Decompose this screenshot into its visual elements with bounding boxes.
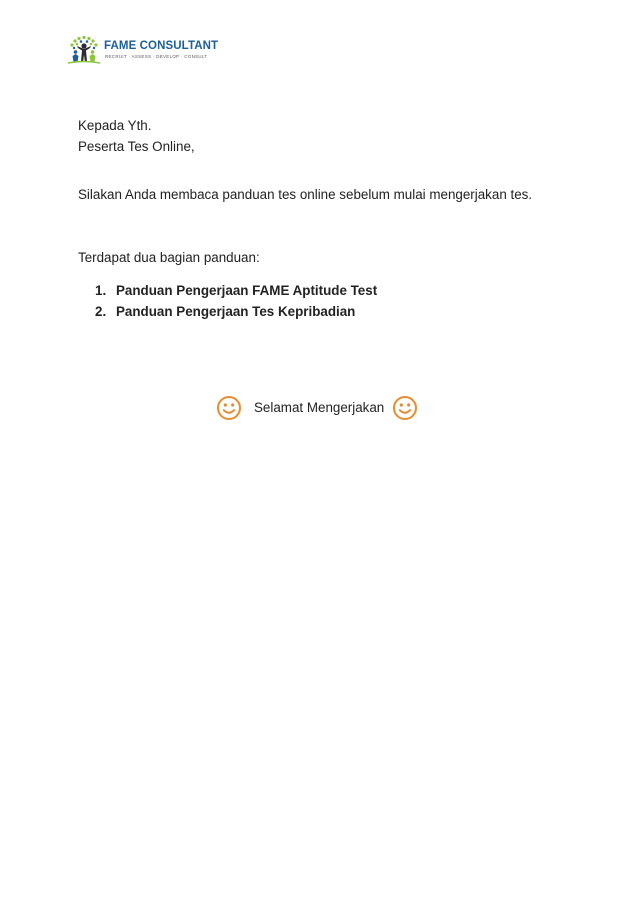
list-item-label: Panduan Pengerjaan FAME Aptitude Test — [116, 283, 378, 298]
guide-list-intro: Terdapat dua bagian panduan: — [78, 250, 260, 265]
smiley-icon — [392, 395, 418, 421]
list-item-number: 1. — [95, 283, 107, 298]
list-item-label: Panduan Pengerjaan Tes Kepribadian — [116, 304, 356, 319]
company-logo — [66, 35, 219, 67]
greeting-line-1: Kepada Yth. — [78, 118, 152, 133]
people-tree-logo-icon — [66, 35, 102, 65]
greeting-line-2: Peserta Tes Online, — [78, 139, 195, 154]
logo-tagline: RECRUIT · ASSESS · DEVELOP · CONSULT — [105, 54, 208, 59]
closing-text: Selamat Mengerjakan — [254, 400, 385, 415]
closing-line — [216, 393, 426, 423]
list-item-number: 2. — [95, 304, 107, 319]
smiley-icon — [216, 395, 242, 421]
logo-company-name: FAME CONSULTANT — [104, 40, 219, 52]
instruction-paragraph: Silakan Anda membaca panduan tes online sebelum mulai mengerjakan tes. — [78, 187, 533, 202]
